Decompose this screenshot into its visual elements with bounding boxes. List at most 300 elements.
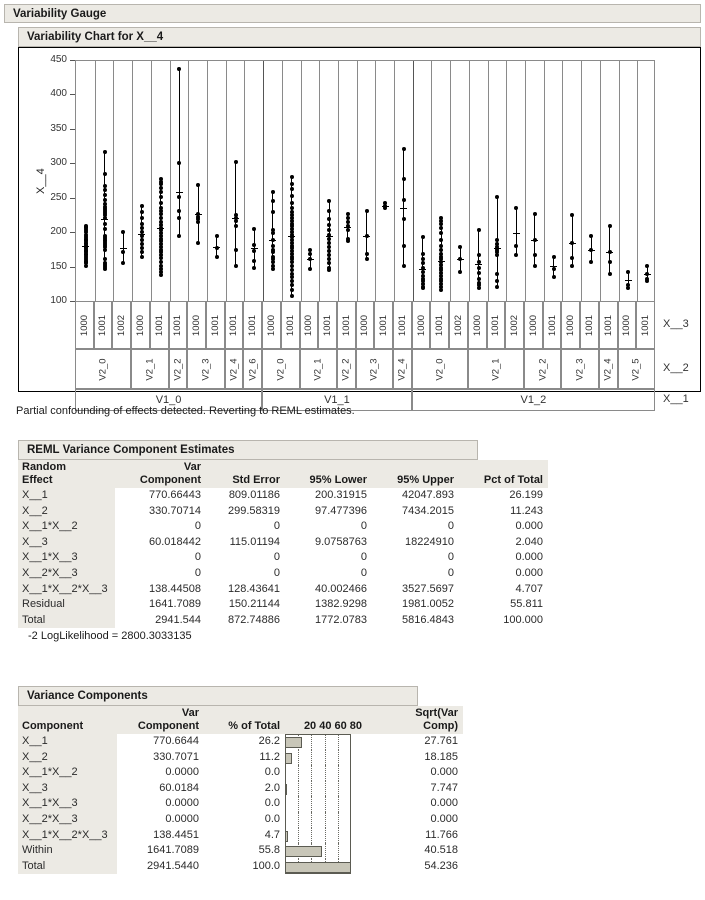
data-point <box>121 250 125 254</box>
data-point <box>327 217 331 221</box>
data-point <box>271 190 275 194</box>
variance-components-table <box>18 706 463 874</box>
x3-axis-cell <box>618 302 637 348</box>
x3-axis-label: 1000 <box>415 314 427 336</box>
table-row <box>18 582 548 598</box>
data-point <box>495 285 499 289</box>
data-point <box>477 228 481 232</box>
cell-separator <box>488 61 489 301</box>
x3-axis-cell <box>505 302 524 348</box>
x2-axis-label: V2_0 <box>275 357 287 381</box>
data-point <box>421 274 425 278</box>
reml-cell-var-component: 1641.7089 <box>149 598 201 611</box>
table-row <box>18 535 548 551</box>
cell-mean-tick <box>513 233 520 234</box>
reml-cell-pct-of-total: 0.000 <box>515 520 543 533</box>
reml-cell-95-upper: 0 <box>447 551 454 564</box>
vc-gridline <box>325 765 327 781</box>
data-point <box>252 266 256 270</box>
data-point <box>327 209 331 213</box>
y-axis-tick-label: 450 <box>50 54 67 65</box>
cell-separator <box>113 61 114 301</box>
cell-separator <box>357 61 358 301</box>
reml-cell-95-upper: 7434.2015 <box>402 504 454 517</box>
vc-col-sqrt-var-comp: Sqrt(Var Comp) <box>382 706 463 734</box>
data-point <box>234 224 238 228</box>
data-point <box>140 210 144 214</box>
x3-axis-label: 1001 <box>396 314 408 336</box>
reml-cell-var-component: 2941.544 <box>155 613 201 626</box>
reml-cell-effect: Residual <box>18 597 115 613</box>
reml-cell-var-component: 0 <box>194 551 201 564</box>
x2-axis-label: V2_4 <box>228 357 240 381</box>
data-point <box>327 199 331 203</box>
x2-axis-label: V2_2 <box>172 357 184 381</box>
reml-cell-95-lower: 97.477396 <box>315 504 367 517</box>
reml-cell-var-component: 330.70714 <box>149 504 201 517</box>
vc-gridline <box>325 843 327 859</box>
reml-col-random-effect: Random Effect <box>18 460 115 488</box>
data-point <box>608 250 612 254</box>
vc-cell-var-component: 770.6644 <box>153 735 199 747</box>
data-point <box>458 270 462 274</box>
cell-separator <box>226 61 227 301</box>
data-point <box>439 238 443 242</box>
data-point <box>477 260 481 264</box>
y-axis-tick-label: 250 <box>50 191 67 203</box>
vc-cell-component: X__1*X__2*X__3 <box>18 828 117 844</box>
data-point <box>159 260 163 264</box>
cell-separator <box>207 61 208 301</box>
data-point <box>196 241 200 245</box>
data-point <box>346 216 350 220</box>
table-row <box>18 519 548 535</box>
data-point <box>290 294 294 298</box>
data-point <box>103 150 107 154</box>
data-point <box>533 212 537 216</box>
x3-axis-cell <box>169 302 188 348</box>
reml-table <box>18 460 548 628</box>
vc-gridline <box>298 828 300 844</box>
y-axis-tick-label: 200 <box>50 226 67 238</box>
x3-axis-label: 1000 <box>565 314 577 336</box>
x3-axis-cell <box>636 302 655 348</box>
data-point <box>140 238 144 242</box>
vc-cell-var-component: 60.0184 <box>159 781 199 794</box>
data-point <box>552 255 556 259</box>
cell-separator <box>394 61 395 301</box>
vc-cell-pct-of-total: 4.7 <box>264 828 280 841</box>
data-point <box>327 266 331 270</box>
vc-cell-pct-of-total: 2.0 <box>264 781 280 794</box>
x2-axis-label: V2_3 <box>368 357 380 381</box>
data-point <box>439 248 443 252</box>
x3-axis-label: 1000 <box>471 314 483 336</box>
data-point <box>103 172 107 176</box>
vc-cell-var-component: 1641.7089 <box>147 844 199 857</box>
vc-gridline <box>325 828 327 844</box>
x2-axis-cell <box>393 350 412 388</box>
reml-cell-std-error: 0 <box>273 520 280 533</box>
data-point <box>477 277 481 281</box>
data-point <box>477 281 481 285</box>
cell-separator <box>431 61 432 301</box>
vc-cell-pct-of-total: 0.0 <box>264 766 280 779</box>
x3-axis-cell <box>262 302 281 348</box>
x3-axis-label: 1001 <box>584 314 596 336</box>
x2-axis-cell <box>468 350 524 388</box>
range-stem <box>516 208 517 255</box>
vc-gridline <box>325 734 327 750</box>
reml-cell-pct-of-total: 0.000 <box>515 551 543 564</box>
data-point <box>308 257 312 261</box>
vc-bar <box>285 753 292 764</box>
data-point <box>271 238 275 242</box>
vc-cell-var-component: 0.0000 <box>165 766 199 779</box>
reml-cell-95-lower: 0 <box>360 520 367 533</box>
data-point <box>177 234 181 238</box>
data-point <box>103 193 107 197</box>
x2-axis-cell <box>225 350 244 388</box>
data-point <box>402 177 406 181</box>
x2-axis-cell <box>131 350 168 388</box>
vc-cell-pct-of-total: 55.8 <box>258 844 280 857</box>
data-point <box>140 234 144 238</box>
vc-bar <box>285 862 351 873</box>
x2-axis-cell <box>243 350 262 388</box>
x3-axis-cell <box>131 302 150 348</box>
data-point <box>84 224 88 228</box>
vc-gridline <box>311 828 313 844</box>
table-row <box>18 812 463 828</box>
reml-cell-std-error: 0 <box>273 566 280 579</box>
data-point <box>290 201 294 205</box>
x3-axis-cell <box>430 302 449 348</box>
data-point <box>327 228 331 232</box>
reml-col-95-lower: 95% Lower <box>285 460 372 488</box>
data-point <box>196 212 200 216</box>
x2-axis-tier <box>75 349 655 389</box>
data-point <box>290 187 294 191</box>
data-point <box>252 249 256 253</box>
vc-cell-component: X__1*X__3 <box>18 796 117 812</box>
x3-axis-label: 1000 <box>527 314 539 336</box>
data-point <box>290 175 294 179</box>
x2-axis-cell <box>599 350 618 388</box>
x2-axis-label: V2_1 <box>144 357 156 381</box>
table-row <box>18 859 463 875</box>
x3-axis-label: 1001 <box>490 314 502 336</box>
cell-mean-tick <box>120 248 127 249</box>
reml-cell-95-lower: 9.0758763 <box>315 535 367 548</box>
reml-cell-effect: X__2 <box>18 504 115 520</box>
data-point <box>159 190 163 194</box>
data-point <box>140 255 144 259</box>
data-point <box>177 209 181 213</box>
data-point <box>421 252 425 256</box>
variance-components-panel <box>18 686 458 874</box>
cell-separator <box>450 61 451 301</box>
vc-cell-pct-of-total: 0.0 <box>264 797 280 810</box>
x3-axis-cell <box>243 302 262 348</box>
table-row <box>18 781 463 797</box>
reml-col-var-component: Var Component <box>115 460 206 488</box>
x3-axis-cell <box>468 302 487 348</box>
reml-cell-pct-of-total: 26.199 <box>509 489 543 501</box>
data-point <box>458 245 462 249</box>
data-point <box>645 277 649 281</box>
x3-axis-cell <box>487 302 506 348</box>
x2-axis-cell <box>561 350 598 388</box>
data-point <box>570 264 574 268</box>
data-point <box>234 264 238 268</box>
vc-cell-bar <box>285 828 382 844</box>
table-row <box>18 765 463 781</box>
x2-axis-label: V2_0 <box>97 357 109 381</box>
x2-axis-cell <box>337 350 356 388</box>
data-point <box>365 252 369 256</box>
x3-axis-cell <box>543 302 562 348</box>
x3-axis-label: 1000 <box>265 314 277 336</box>
data-point <box>103 261 107 265</box>
x2-axis-label: V2_5 <box>630 357 642 381</box>
y-axis-tick-label: 150 <box>50 260 67 272</box>
vc-gridline <box>338 828 340 844</box>
data-point <box>177 216 181 220</box>
x2-axis-cell <box>169 350 188 388</box>
x3-axis-label: 1001 <box>209 314 221 336</box>
data-point <box>552 267 556 271</box>
reml-cell-std-error: 128.43641 <box>228 582 280 595</box>
cell-mean-tick <box>625 280 632 281</box>
variance-components-title[interactable]: Variance Components <box>18 686 418 706</box>
reml-col-pct-of-total: Pct of Total <box>459 460 548 488</box>
vc-cell-sqrt-var-comp: 0.000 <box>430 766 458 779</box>
x3-axis-label: 1001 <box>284 314 296 336</box>
x3-axis-cell <box>337 302 356 348</box>
data-point <box>533 253 537 257</box>
x3-axis-cell <box>318 302 337 348</box>
vc-cell-sqrt-var-comp: 11.766 <box>425 828 458 841</box>
x3-axis-cell <box>300 302 319 348</box>
data-point <box>365 257 369 261</box>
data-point <box>365 209 369 213</box>
x2-axis-label: V2_4 <box>602 357 614 381</box>
x2-axis-label: V2_0 <box>434 357 446 381</box>
reml-cell-std-error: 809.01186 <box>228 489 280 501</box>
reml-cell-pct-of-total: 55.811 <box>510 598 543 611</box>
y-axis-tick-label: 100 <box>50 295 67 306</box>
data-point <box>177 195 181 199</box>
vc-cell-component: X__1 <box>18 734 117 750</box>
reml-table-title[interactable]: REML Variance Component Estimates <box>18 440 478 460</box>
x3-axis-cell <box>187 302 206 348</box>
data-point <box>271 228 275 232</box>
data-point <box>439 226 443 230</box>
vc-gridline <box>338 750 340 766</box>
reml-cell-pct-of-total: 11.243 <box>510 504 543 517</box>
data-point <box>121 230 125 234</box>
data-point <box>608 272 612 276</box>
data-point <box>103 202 107 206</box>
x3-axis-label: 1002 <box>509 314 521 336</box>
data-point <box>159 216 163 220</box>
x3-axis-label: 1001 <box>97 314 109 336</box>
vc-cell-bar <box>285 812 382 828</box>
reml-col-95-upper: 95% Upper <box>372 460 459 488</box>
data-point <box>608 224 612 228</box>
data-point <box>570 213 574 217</box>
data-point <box>140 226 144 230</box>
confounding-note: Partial confounding of effects detected. Reverting to REML estimates. <box>16 405 355 417</box>
vc-gridline <box>311 781 313 797</box>
data-point <box>477 266 481 270</box>
x3-axis-cell <box>412 302 431 348</box>
data-point <box>402 264 406 268</box>
data-point <box>589 260 593 264</box>
vc-cell-component: X__1*X__2 <box>18 765 117 781</box>
vc-cell-var-component: 138.4451 <box>153 828 199 841</box>
data-point <box>103 222 107 226</box>
reml-cell-var-component: 0 <box>194 566 201 579</box>
data-point <box>495 238 499 242</box>
data-point <box>290 288 294 292</box>
reml-cell-95-lower: 200.31915 <box>315 489 367 501</box>
reml-cell-effect: X__3 <box>18 535 115 551</box>
vc-gridline <box>298 812 300 828</box>
x3-axis-cell <box>561 302 580 348</box>
vc-gridline <box>311 750 313 766</box>
vc-cell-bar <box>285 781 382 797</box>
data-point <box>458 257 462 261</box>
data-point <box>608 260 612 264</box>
x1-axis-label: V1_1 <box>324 394 350 406</box>
x3-axis-tier <box>75 301 655 349</box>
reml-cell-pct-of-total: 100.000 <box>503 613 543 626</box>
vc-gridline <box>338 781 340 797</box>
cell-separator <box>525 61 526 301</box>
vc-cell-var-component: 0.0000 <box>165 797 199 810</box>
vc-gridline <box>311 796 313 812</box>
data-point <box>159 264 163 268</box>
cell-separator <box>188 61 189 301</box>
x3-axis-label: 1001 <box>640 314 652 336</box>
vc-cell-var-component: 330.7071 <box>153 750 199 763</box>
reml-cell-std-error: 0 <box>273 551 280 564</box>
reml-cell-effect: Total <box>18 613 115 629</box>
cell-separator <box>282 61 283 301</box>
data-point <box>271 255 275 259</box>
group-separator <box>413 61 414 301</box>
data-point <box>365 234 369 238</box>
vc-gridline <box>311 812 313 828</box>
vc-bar <box>285 831 288 842</box>
cell-separator <box>319 61 320 301</box>
cell-separator <box>244 61 245 301</box>
table-row <box>18 750 463 766</box>
data-point <box>308 252 312 256</box>
x2-axis-label: V2_3 <box>574 357 586 381</box>
data-point <box>514 244 518 248</box>
data-point <box>290 194 294 198</box>
data-point <box>140 204 144 208</box>
x3-axis-label: 1002 <box>116 314 128 336</box>
vc-gridline <box>325 781 327 797</box>
table-row <box>18 828 463 844</box>
data-point <box>159 220 163 224</box>
variability-chart-title[interactable]: Variability Chart for X__4 <box>18 27 701 47</box>
axis-name-x__2: X__2 <box>663 362 689 374</box>
data-point <box>121 261 125 265</box>
table-row <box>18 597 548 613</box>
data-point <box>533 264 537 268</box>
data-point <box>346 228 350 232</box>
x2-axis-label: V2_1 <box>312 357 324 381</box>
y-axis-title: X__4 <box>35 168 47 195</box>
reml-cell-95-upper: 1981.0052 <box>402 598 454 611</box>
reml-variance-component-estimates-panel <box>18 440 543 643</box>
data-point <box>290 182 294 186</box>
data-point <box>103 234 107 238</box>
table-row <box>18 843 463 859</box>
data-point <box>327 249 331 253</box>
x2-axis-label: V2_2 <box>340 357 352 381</box>
x3-axis-cell <box>524 302 543 348</box>
table-row <box>18 734 463 750</box>
data-point <box>327 223 331 227</box>
table-row <box>18 613 548 629</box>
x2-axis-label: V2_2 <box>537 357 549 381</box>
reml-cell-effect: X__1*X__2 <box>18 519 115 535</box>
vc-gridline <box>298 796 300 812</box>
data-point <box>140 230 144 234</box>
data-point <box>402 198 406 202</box>
vc-cell-bar <box>285 765 382 781</box>
data-point <box>495 272 499 276</box>
data-point <box>290 264 294 268</box>
x3-axis-label: 1001 <box>172 314 184 336</box>
x1-axis-label: V1_0 <box>155 394 182 406</box>
data-point <box>552 275 556 279</box>
data-point <box>346 212 350 216</box>
vc-gridline <box>325 750 327 766</box>
data-point <box>140 250 144 254</box>
data-point <box>103 184 107 188</box>
variability-gauge-outline-title[interactable]: Variability Gauge <box>4 4 701 23</box>
table-row <box>18 488 548 504</box>
x3-axis-cell <box>206 302 225 348</box>
x2-axis-cell <box>300 350 337 388</box>
data-point <box>421 270 425 274</box>
vc-cell-pct-of-total: 0.0 <box>264 812 280 825</box>
data-point <box>103 227 107 231</box>
x3-axis-label: 1002 <box>453 314 465 336</box>
reml-cell-effect: X__2*X__3 <box>18 566 115 582</box>
cell-separator <box>338 61 339 301</box>
data-point <box>589 248 593 252</box>
vc-cell-bar <box>285 859 382 875</box>
data-point <box>495 195 499 199</box>
data-point <box>514 206 518 210</box>
data-point <box>308 248 312 252</box>
vc-cell-sqrt-var-comp: 27.761 <box>424 735 458 747</box>
data-point <box>234 160 238 164</box>
x2-axis-label: V2_6 <box>247 357 259 381</box>
vc-cell-pct-of-total: 11.2 <box>259 750 280 763</box>
data-point <box>159 273 163 277</box>
data-point <box>196 183 200 187</box>
data-point <box>271 199 275 203</box>
